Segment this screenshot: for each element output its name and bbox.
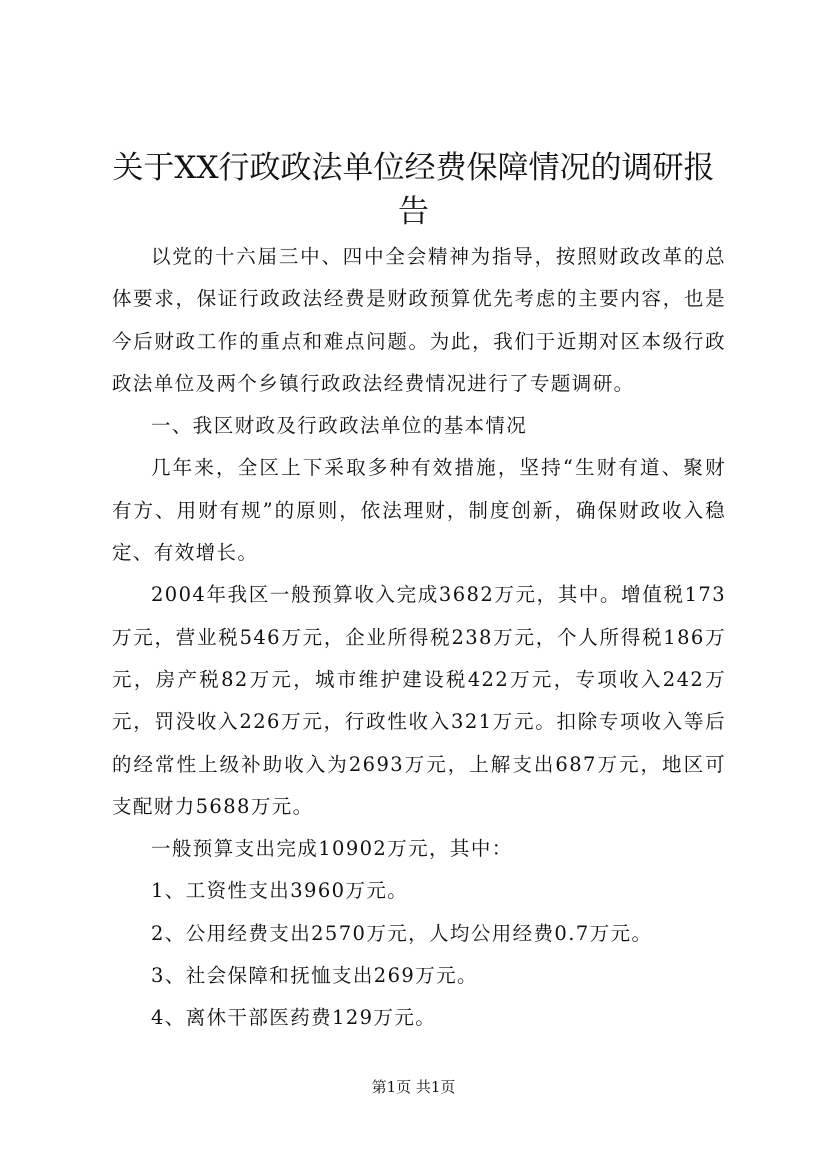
document-body: [112, 236, 726, 1040]
list-item-1: 1、工资性支出3960万元。: [151, 879, 409, 903]
paragraph-revenue-2004: 2004年我区一般预算收入完成3682万元，其中。增值税173万元，营业税546万元，企业所得税238万元，个人所得税186万元，房产税82万元，城市维护建设税422万元，专项收入242万元，罚没收入226万元，行政性收入321万元。扣除专项收入等后的经常性上级补助收入为2693万元，上解支出687万元，地区可支配财力5688万元。: [112, 583, 726, 818]
list-item-4: 4、离休干部医药费129万元。: [151, 1006, 437, 1030]
paragraph-overview: 几年来，全区上下采取多种有效措施，坚持“生财有道、聚财有方、用财有规”的原则，依法理财，制度创新，确保财政收入稳定、有效增长。: [112, 456, 726, 565]
paragraph-expenditure: 一般预算支出完成10902万元，其中：: [151, 837, 513, 861]
document-title: 关于XX行政政法单位经费保障情况的调研报告: [112, 150, 715, 230]
list-item-3: 3、社会保障和抚恤支出269万元。: [151, 964, 478, 988]
page-footer: 第1页 共1页: [371, 1078, 456, 1096]
list-item-2: 2、公用经费支出2570万元，人均公用经费0.7万元。: [151, 921, 653, 945]
paragraph-intro: 以党的十六届三中、四中全会精神为指导，按照财政改革的总体要求，保证行政政法经费是财政预算优先考虑的主要内容，也是今后财政工作的重点和难点问题。为此，我们于近期对区本级行政政法单位及两个乡镇行政政法经费情况进行了专题调研。: [112, 245, 726, 395]
section-heading-1: 一、我区财政及行政政法单位的基本情况: [151, 414, 528, 438]
